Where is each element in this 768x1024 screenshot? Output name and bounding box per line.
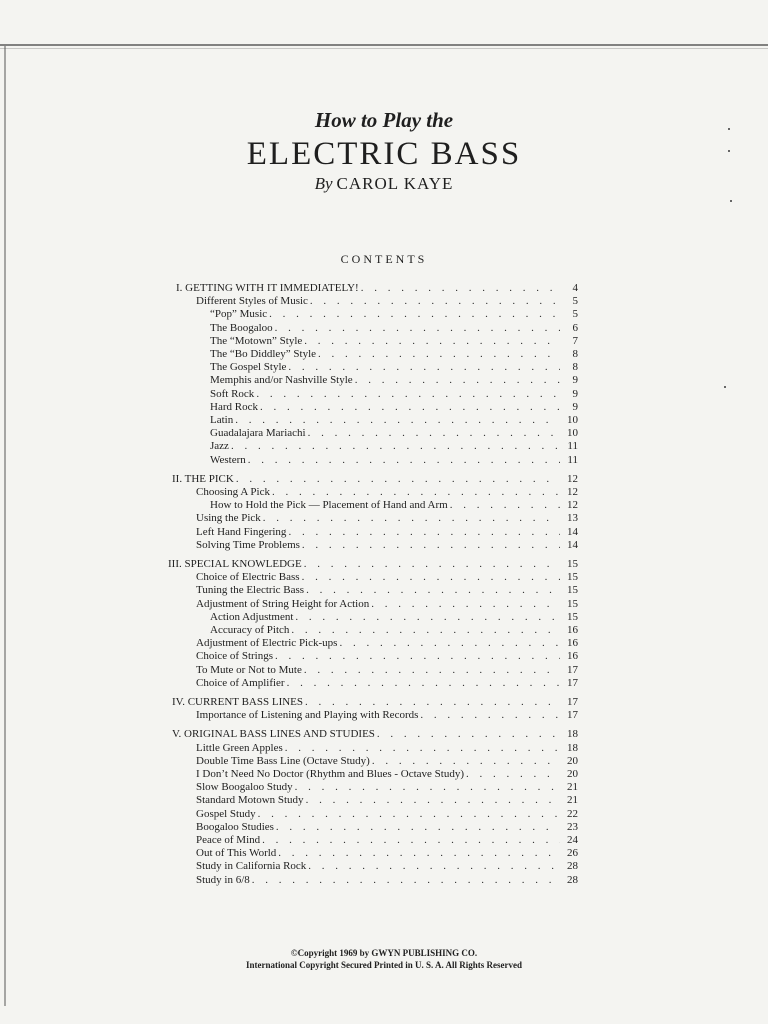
toc-page-number: 14 bbox=[567, 525, 578, 538]
toc-leader-dots bbox=[304, 558, 560, 571]
toc-leader-dots bbox=[272, 486, 560, 499]
toc-leader-dots bbox=[304, 664, 560, 677]
toc-page-number: 9 bbox=[572, 374, 578, 387]
toc-page-number: 18 bbox=[567, 728, 578, 741]
toc-page-number: 24 bbox=[567, 834, 578, 846]
toc-entry bbox=[210, 388, 578, 401]
toc-label: II. THE PICK bbox=[172, 472, 234, 485]
toc-leader-dots bbox=[304, 335, 560, 348]
toc-entry bbox=[196, 808, 578, 821]
toc-entry bbox=[196, 664, 578, 677]
toc-entry bbox=[196, 486, 578, 499]
toc-label: The “Bo Diddley” Style bbox=[210, 348, 317, 360]
toc-entry bbox=[196, 598, 578, 611]
toc-page-number: 15 bbox=[567, 571, 578, 584]
toc-entry bbox=[196, 874, 578, 887]
toc-page-number: 14 bbox=[567, 538, 578, 551]
scan-speck bbox=[728, 150, 730, 152]
toc-entry bbox=[196, 295, 578, 308]
toc-label: To Mute or Not to Mute bbox=[196, 663, 302, 676]
toc-leader-dots bbox=[235, 414, 560, 427]
toc-leader-dots bbox=[295, 611, 560, 624]
toc-page-number: 15 bbox=[567, 597, 578, 610]
toc-entry bbox=[210, 624, 578, 637]
toc-label: The Gospel Style bbox=[210, 361, 287, 374]
toc-section bbox=[172, 696, 578, 709]
toc-page-number: 9 bbox=[572, 400, 578, 413]
toc-label: “Pop” Music bbox=[210, 308, 268, 321]
toc-entry bbox=[196, 834, 578, 847]
toc-page-number: 17 bbox=[567, 663, 578, 676]
toc-leader-dots bbox=[248, 454, 560, 467]
toc-leader-dots bbox=[276, 821, 560, 834]
toc-page-number: 11 bbox=[567, 453, 578, 466]
toc-entry bbox=[196, 794, 578, 807]
toc-label: Solving Time Problems bbox=[196, 538, 300, 551]
toc-leader-dots bbox=[372, 755, 560, 768]
toc-page-number: 8 bbox=[572, 348, 578, 360]
toc-page-number: 28 bbox=[567, 860, 578, 873]
toc-label: Action Adjustment bbox=[210, 610, 294, 623]
toc-leader-dots bbox=[262, 834, 560, 847]
toc-page-number: 21 bbox=[567, 781, 578, 794]
toc-label: Guadalajara Mariachi bbox=[210, 427, 306, 440]
toc-entry bbox=[210, 308, 578, 321]
toc-leader-dots bbox=[295, 781, 560, 794]
toc-leader-dots bbox=[288, 526, 560, 539]
toc-label: V. ORIGINAL BASS LINES AND STUDIES bbox=[172, 728, 375, 741]
toc-page-number: 7 bbox=[572, 334, 578, 347]
toc-leader-dots bbox=[236, 473, 560, 486]
toc-label: Importance of Listening and Playing with Records bbox=[196, 709, 419, 722]
toc-leader-dots bbox=[258, 808, 560, 821]
toc-label: III. SPECIAL KNOWLEDGE bbox=[168, 558, 302, 570]
toc-entry bbox=[196, 512, 578, 525]
toc-page-number: 17 bbox=[567, 676, 578, 689]
toc-entry bbox=[196, 860, 578, 873]
toc-page-number: 17 bbox=[567, 696, 578, 708]
toc-entry bbox=[210, 414, 578, 427]
toc-label: Adjustment of Electric Pick-ups bbox=[196, 637, 338, 650]
toc-entry bbox=[196, 768, 578, 781]
toc-label: Boogaloo Studies bbox=[196, 820, 274, 833]
toc-label: How to Hold the Pick — Placement of Hand and Arm bbox=[210, 499, 448, 512]
toc-label: Choosing A Pick bbox=[196, 486, 270, 498]
toc-label: Different Styles of Music bbox=[196, 295, 308, 308]
toc-label: Accuracy of Pitch bbox=[210, 624, 290, 636]
toc-page-number: 16 bbox=[567, 637, 578, 650]
scan-speck bbox=[730, 200, 732, 202]
toc-entry bbox=[196, 539, 578, 552]
toc-page-number: 16 bbox=[567, 650, 578, 663]
toc-page-number: 10 bbox=[567, 414, 578, 426]
toc-label: Memphis and/or Nashville Style bbox=[210, 374, 353, 387]
toc-page-number: 12 bbox=[567, 499, 578, 512]
toc-page-number: 15 bbox=[567, 558, 578, 570]
toc-leader-dots bbox=[285, 742, 560, 755]
toc-leader-dots bbox=[361, 282, 560, 295]
toc-entry bbox=[210, 499, 578, 512]
toc-page-number: 5 bbox=[572, 308, 578, 321]
toc-entry bbox=[196, 571, 578, 584]
toc-label: IV. CURRENT BASS LINES bbox=[172, 696, 304, 708]
toc-entry bbox=[210, 401, 578, 414]
toc-leader-dots bbox=[256, 388, 560, 401]
toc-label: Choice of Strings bbox=[196, 650, 273, 663]
toc-page-number: 28 bbox=[567, 873, 578, 886]
toc-entry bbox=[210, 335, 578, 348]
toc-leader-dots bbox=[308, 860, 560, 873]
toc-entry bbox=[210, 611, 578, 624]
toc-leader-dots bbox=[355, 374, 560, 387]
scan-edge-top-faint bbox=[0, 48, 768, 49]
toc-entry bbox=[196, 637, 578, 650]
toc-leader-dots bbox=[252, 874, 560, 887]
toc-label: The “Motown” Style bbox=[210, 334, 303, 347]
toc-page-number: 13 bbox=[567, 512, 578, 525]
toc-label: Left Hand Fingering bbox=[196, 525, 287, 538]
toc-label: Western bbox=[210, 453, 246, 466]
toc-label: I Don’t Need No Doctor (Rhythm and Blues - Octave Study) bbox=[196, 768, 465, 780]
toc-entry bbox=[210, 454, 578, 467]
toc-label: Tuning the Electric Bass bbox=[196, 584, 305, 597]
toc-entry bbox=[196, 526, 578, 539]
byline-by: By bbox=[314, 174, 333, 193]
toc-page-number: 23 bbox=[567, 820, 578, 833]
toc-leader-dots bbox=[275, 650, 560, 663]
toc-leader-dots bbox=[278, 847, 560, 860]
scan-speck bbox=[728, 128, 730, 130]
toc-page-number: 22 bbox=[567, 807, 578, 820]
toc-entry bbox=[210, 440, 578, 453]
toc-leader-dots bbox=[291, 624, 560, 637]
toc-page-number: 8 bbox=[572, 361, 578, 374]
toc-label: Slow Boogaloo Study bbox=[196, 781, 293, 794]
toc-label: Soft Rock bbox=[210, 387, 255, 400]
toc-entry bbox=[196, 650, 578, 663]
toc-label: Double Time Bass Line (Octave Study) bbox=[196, 754, 370, 767]
toc-leader-dots bbox=[306, 584, 560, 597]
toc-page-number: 20 bbox=[567, 768, 578, 780]
toc-entry bbox=[196, 584, 578, 597]
toc-page-number: 15 bbox=[567, 584, 578, 597]
toc-leader-dots bbox=[318, 348, 560, 361]
author-name: CAROL KAYE bbox=[336, 174, 454, 193]
toc-entry bbox=[210, 427, 578, 440]
toc-page-number: 6 bbox=[572, 321, 578, 334]
toc-label: Standard Motown Study bbox=[196, 794, 304, 807]
toc-leader-dots bbox=[305, 696, 560, 709]
toc-entry bbox=[210, 361, 578, 374]
toc-entry bbox=[196, 781, 578, 794]
contents-heading: CONTENTS bbox=[340, 252, 428, 266]
toc-entry bbox=[196, 755, 578, 768]
toc-label: Gospel Study bbox=[196, 807, 256, 820]
scan-edge-top bbox=[0, 44, 768, 46]
toc-section bbox=[172, 473, 578, 486]
toc-entry bbox=[196, 709, 578, 722]
toc-label: Jazz bbox=[210, 440, 229, 453]
toc-entry bbox=[196, 821, 578, 834]
toc-leader-dots bbox=[231, 440, 560, 453]
toc-leader-dots bbox=[466, 768, 560, 781]
toc-label: Little Green Apples bbox=[196, 741, 283, 754]
toc-page-number: 11 bbox=[567, 440, 578, 453]
toc-leader-dots bbox=[377, 728, 560, 741]
toc-label: Choice of Amplifier bbox=[196, 676, 285, 689]
toc-section bbox=[168, 558, 578, 571]
toc-entry bbox=[196, 742, 578, 755]
toc-page-number: 20 bbox=[567, 754, 578, 767]
toc-leader-dots bbox=[308, 427, 560, 440]
toc-page-number: 16 bbox=[567, 624, 578, 636]
toc-page-number: 21 bbox=[567, 794, 578, 807]
toc-label: The Boogaloo bbox=[210, 321, 273, 334]
toc-label: Choice of Electric Bass bbox=[196, 571, 300, 584]
scan-speck bbox=[724, 386, 726, 388]
toc-leader-dots bbox=[302, 539, 560, 552]
toc-leader-dots bbox=[269, 308, 560, 321]
toc-label: Peace of Mind bbox=[196, 834, 261, 846]
title-line1: How to Play the bbox=[314, 108, 454, 132]
toc-page-number: 12 bbox=[567, 472, 578, 485]
toc-label: Adjustment of String Height for Action bbox=[196, 597, 370, 610]
toc-label: Study in 6/8 bbox=[196, 873, 250, 886]
toc-entry bbox=[210, 348, 578, 361]
toc-label: Latin bbox=[210, 414, 234, 426]
toc-leader-dots bbox=[310, 295, 560, 308]
toc-page-number: 4 bbox=[572, 282, 578, 294]
toc-leader-dots bbox=[420, 709, 560, 722]
toc-label: Using the Pick bbox=[196, 512, 261, 525]
toc-section bbox=[176, 282, 578, 295]
toc-leader-dots bbox=[260, 401, 560, 414]
title-line2: ELECTRIC BASS bbox=[246, 136, 522, 172]
toc-page-number: 12 bbox=[567, 486, 578, 498]
toc-entry bbox=[196, 677, 578, 690]
copyright-line: ©Copyright 1969 by GWYN PUBLISHING CO. bbox=[290, 948, 478, 958]
toc-section bbox=[172, 728, 578, 741]
toc-page-number: 15 bbox=[567, 610, 578, 623]
toc-leader-dots bbox=[287, 677, 560, 690]
toc-label: Hard Rock bbox=[210, 400, 258, 413]
toc-label: I. GETTING WITH IT IMMEDIATELY! bbox=[176, 282, 359, 294]
byline bbox=[0, 174, 768, 194]
toc-entry bbox=[210, 374, 578, 387]
toc-entry bbox=[210, 322, 578, 335]
toc-leader-dots bbox=[302, 571, 560, 584]
toc-leader-dots bbox=[339, 637, 560, 650]
toc-entry bbox=[196, 847, 578, 860]
toc-label: Out of This World bbox=[196, 847, 277, 860]
toc-page-number: 5 bbox=[572, 295, 578, 308]
toc-page-number: 18 bbox=[567, 741, 578, 754]
toc-leader-dots bbox=[306, 794, 560, 807]
toc-leader-dots bbox=[275, 322, 560, 335]
toc-page-number: 26 bbox=[567, 847, 578, 860]
toc-leader-dots bbox=[263, 512, 560, 525]
toc-page-number: 17 bbox=[567, 709, 578, 722]
toc-page-number: 9 bbox=[572, 387, 578, 400]
rights-line: International Copyright Secured Printed in U. S. A. All Rights Reserved bbox=[245, 960, 523, 970]
toc-page-number: 10 bbox=[567, 427, 578, 440]
toc-leader-dots bbox=[288, 361, 560, 374]
toc-leader-dots bbox=[371, 598, 560, 611]
toc-label: Study in California Rock bbox=[196, 860, 307, 873]
toc-leader-dots bbox=[450, 499, 560, 512]
